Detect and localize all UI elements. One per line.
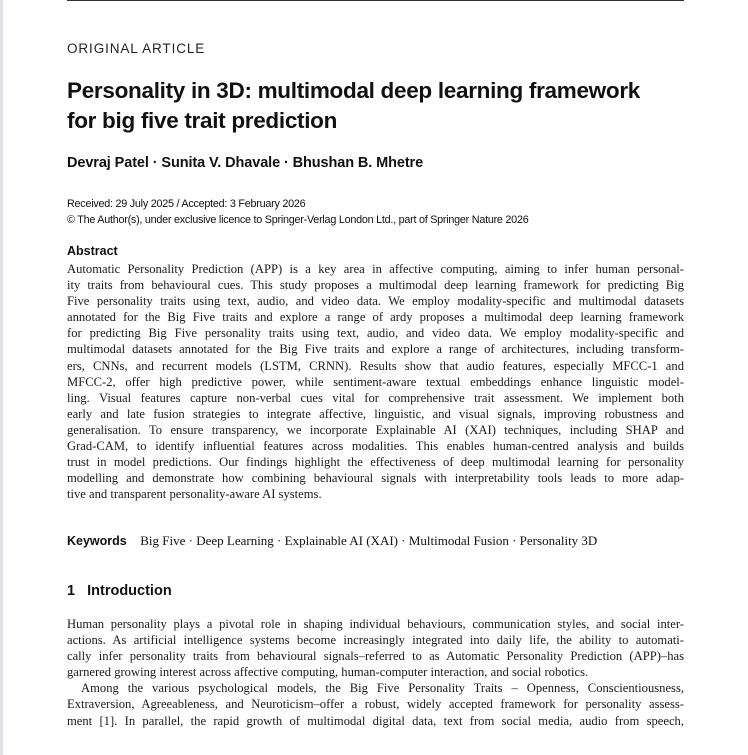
- body-line: Extraversion, Agreeableness, and Neuroticism–offer a robust, widely accepted framework for personality assess-: [67, 697, 684, 712]
- section-number: 1: [67, 583, 76, 599]
- section-title: Introduction: [87, 583, 172, 599]
- body-line: cally infer personality traits from behavioural signals–referred to as Automatic Personality Prediction (APP)–has: [67, 649, 684, 664]
- abstract-line: Five personality traits using text, audio, and video data. We employ modality-specific and multimodal datasets: [67, 294, 684, 309]
- keywords: [67, 533, 597, 549]
- abstract-line: ling. Visual features capture non-verbal cues vital for comprehensive trait assessment. We implement both: [67, 390, 684, 405]
- abstract-line: modelling and demonstrate how combining behavioural signals with interpretability tools leads to more adap-: [67, 471, 684, 486]
- abstract-line: MFCC-2, offer high predictive power, while sentiment-aware textual embeddings enhance linguistic model-: [67, 374, 684, 389]
- keywords-label: Keywords: [67, 534, 127, 548]
- abstract-line: for predicting Big Five personality traits using text, audio, and video data. We employ modality-specific and: [67, 326, 684, 341]
- abstract-line: Automatic Personality Prediction (APP) is a key area in affective computing, aiming to infer human personal-: [67, 262, 684, 276]
- introduction-text: [67, 616, 684, 729]
- abstract-line: Grad-CAM, to identify influential features across modalities. This enables human-centred analysis and builds: [67, 439, 684, 454]
- abstract-line: tive and transparent personality-aware AI systems.: [67, 487, 322, 502]
- page-edge: [0, 0, 3, 755]
- abstract-heading: Abstract: [67, 244, 118, 258]
- abstract-line: ers, CNNs, and recurrent models (LSTM, CRNN). Results show that audio features, especially MFCC-1 and: [67, 358, 684, 373]
- body-line: Human personality plays a pivotal role in shaping individual behaviours, communication styles, and social inter-: [67, 617, 684, 631]
- title-line: Personality in 3D: multimodal deep learning framework: [67, 78, 640, 103]
- body-line: garnered growing interest across affective computing, human-computer interaction, and social robotics.: [67, 665, 589, 680]
- header-rule: [67, 0, 684, 1]
- title-line: for big five trait prediction: [67, 108, 338, 133]
- copyright-notice: © The Author(s), under exclusive licence to Springer-Verlag London Ltd., part of Springer Nature 2026: [67, 214, 529, 226]
- body-line: actions. As artificial intelligence systems become increasingly integrated into daily life, the ability to automati-: [67, 633, 684, 648]
- abstract-line: early and late fusion strategies to integrate affective, linguistic, and visual signals, improving robustness and: [67, 406, 684, 421]
- author-list: Devraj Patel · Sunita V. Dhavale · Bhushan B. Mhetre: [67, 155, 424, 171]
- abstract-line: ity traits from behavioural cues. This study proposes a multimodal deep learning framework for predicting Big: [67, 278, 684, 293]
- abstract-line: trust in model predictions. Our findings highlight the effectiveness of deep multimodal learning for personality: [67, 455, 684, 470]
- article-type-label: ORIGINAL ARTICLE: [67, 41, 206, 56]
- section-heading: [67, 583, 172, 599]
- abstract-line: generalisation. To ensure transparency, we incorporate Explainable AI (XAI) techniques, including SHAP and: [67, 422, 684, 437]
- abstract-text: [67, 261, 684, 502]
- received-accepted-dates: Received: 29 July 2025 / Accepted: 3 February 2026: [67, 198, 306, 210]
- abstract-line: annotated for the Big Five traits and explore a range of ardy proposes a multimodal deep learning framework: [67, 310, 684, 325]
- paper-title: [67, 76, 707, 136]
- publication-info: [67, 196, 528, 228]
- keywords-list: Big Five · Deep Learning · Explainable AI (XAI) · Multimodal Fusion · Personality 3D: [140, 533, 598, 548]
- abstract-line: multimodal datasets annotated for the Big Five traits and explore a range of architectures, including transform-: [67, 342, 684, 357]
- body-line: ment [1]. In parallel, the rapid growth of multimodal digital data, text from social media, audio from speech,: [67, 713, 684, 728]
- body-line: Among the various psychological models, the Big Five Personality Traits – Openness, Conscientiousness,: [81, 681, 684, 696]
